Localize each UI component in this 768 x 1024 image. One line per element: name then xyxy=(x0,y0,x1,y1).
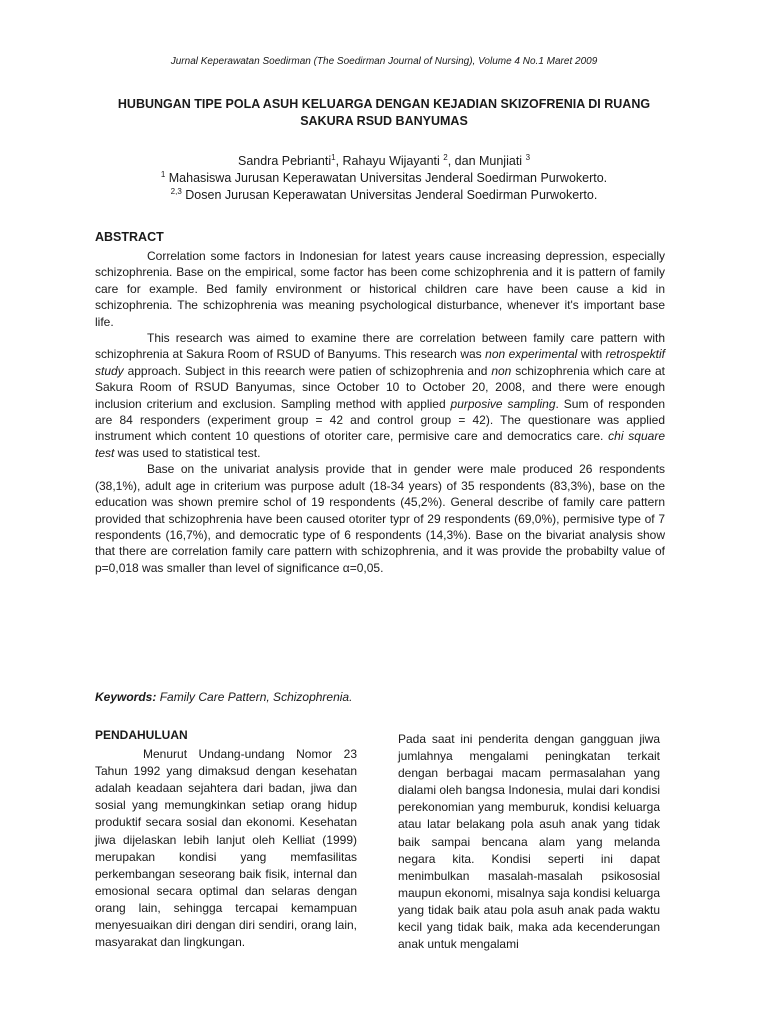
paper-title: HUBUNGAN TIPE POLA ASUH KELUARGA DENGAN KEJADIAN SKIZOFRENIA DI RUANG SAKURA RSUD BANYUMAS xyxy=(117,97,651,128)
author-name: , Rahayu Wijayanti xyxy=(335,154,440,168)
author-superscript: 3 xyxy=(525,152,531,162)
author-block xyxy=(0,153,768,204)
abstract-paragraph-3: Base on the univariat analysis provide that in gender were male produced 26 respondents (38,1%), adult age in criterium was purpose adult (18-34 years) of 35 respondents (83,3%), base on the education was shown premire schol of 19 respondents (45,2%). General describe of family care pattern provided that schizophrenia have been caused otoriter typr of 29 respondents (69,0%), permisive type of 7 respondents (16,7%), and democratic type of 6 respondents (14,3%). Base on the bivariat analysis show that there are correlation family care pattern with schizophrenia, and it was provide the probabilty value of p=0,018 was smaller than level of significance α=0,05. xyxy=(95,462,665,575)
right-column xyxy=(398,731,660,953)
affiliation-superscript: 2,3 xyxy=(170,186,182,196)
abstract-paragraph-1: Correlation some factors in Indonesian for latest years cause increasing depression, especially schizophrenia. Base on the empirical, some factor has been come schizophrenia and it is pattern of family care for example. Bed family environment or historical children care have been cause a kid in schizophrenia. The schizophrenia was meaning psychological disturbance, whenever it's important base life. xyxy=(95,249,665,329)
body-paragraph: Pada saat ini penderita dengan gangguan jiwa jumlahnya mengalami peningkatan terkait dengan berbagai macam permasalahan yang dialami oleh bangsa Indonesia, mulai dari kondisi perekonomian yang memburuk, kondisi keluarga atau latar belakang pola asuh anak yang tidak baik sampai bencana alam yang melanda negara kita. Kondisi seperti ini dapat menimbulkan masalah-masalah psikososial maupun ekonomi, misalnya saja kondisi keluarga yang tidak baik atau pola asuh anak pada waktu kecil yang tidak baik, maka ada kecenderungan anak untuk mengalami xyxy=(398,732,660,952)
abstract-body xyxy=(95,248,665,576)
affiliation-2: $^{2,3}$ Dosen Jurusan Keperawatan Universitas Jenderal Soedirman Purwokerto. xyxy=(170,186,598,202)
journal-running-head: Jurnal Keperawatan Soedirman (The Soedirman Journal of Nursing), Volume 4 No.1 Maret 2009 xyxy=(170,56,598,67)
keywords-label: Keywords: xyxy=(95,690,157,704)
keywords-text: Family Care Pattern, Schizophrenia. xyxy=(156,690,353,704)
author-superscript: 2 xyxy=(443,152,448,162)
affiliation-1: $^1$ Mahasiswa Jurusan Keperawatan Universitas Jenderal Soedirman Purwokerto. xyxy=(160,169,608,185)
author-name: , dan Munjiati xyxy=(447,154,523,168)
body-paragraph: Menurut Undang-undang Nomor 23 Tahun 1992 yang dimaksud dengan kesehatan adalah keadaan sejahtera dari badan, jiwa dan sosial yang memungkinkan setiap orang hidup produktif secara sosial dan ekonomi. Kesehatan jiwa dijelaskan lebih lanjut oleh Kelliat (1999) merupakan kondisi yang memfasilitas perkembangan seseorang baik fisik, internal dan emosional secara optimal dan selaras dengan orang lain, sehingga tercapai kemampuan menyesuaikan diri dengan diri sendiri, orang lain, masyarakat dan lingkungan. xyxy=(95,747,357,950)
affiliation-superscript: 1 xyxy=(160,169,166,179)
keywords-line xyxy=(95,690,665,704)
author-line xyxy=(0,153,768,170)
section-heading: PENDAHULUAN xyxy=(95,728,188,742)
left-column xyxy=(95,727,357,951)
author-name: Sandra Pebrianti xyxy=(237,154,332,168)
abstract-paragraph-2: This research was aimed to examine there are correlation between family care pattern with schizophrenia at Sakura Room of RSUD of Banyums. This research was non experimental with retrospektif study approach. Subject in this reearch were patien of schizophrenia and non schizophrenia which care at Sakura Room of RSUD Banyumas, since October 10 to October 20, 2008, and there were enough inclusion criterium and exclusion. Sampling method with applied purposive sampling. Sum of responden are 84 responders (experiment group = 42 and control group = 42). The questionare was applied instrument which content 10 questions of otoriter care, permisive care and democratics care. chi square test was used to statistical test. xyxy=(95,331,666,460)
abstract-heading: ABSTRACT xyxy=(95,230,164,244)
author-superscript: 1 xyxy=(331,152,336,162)
